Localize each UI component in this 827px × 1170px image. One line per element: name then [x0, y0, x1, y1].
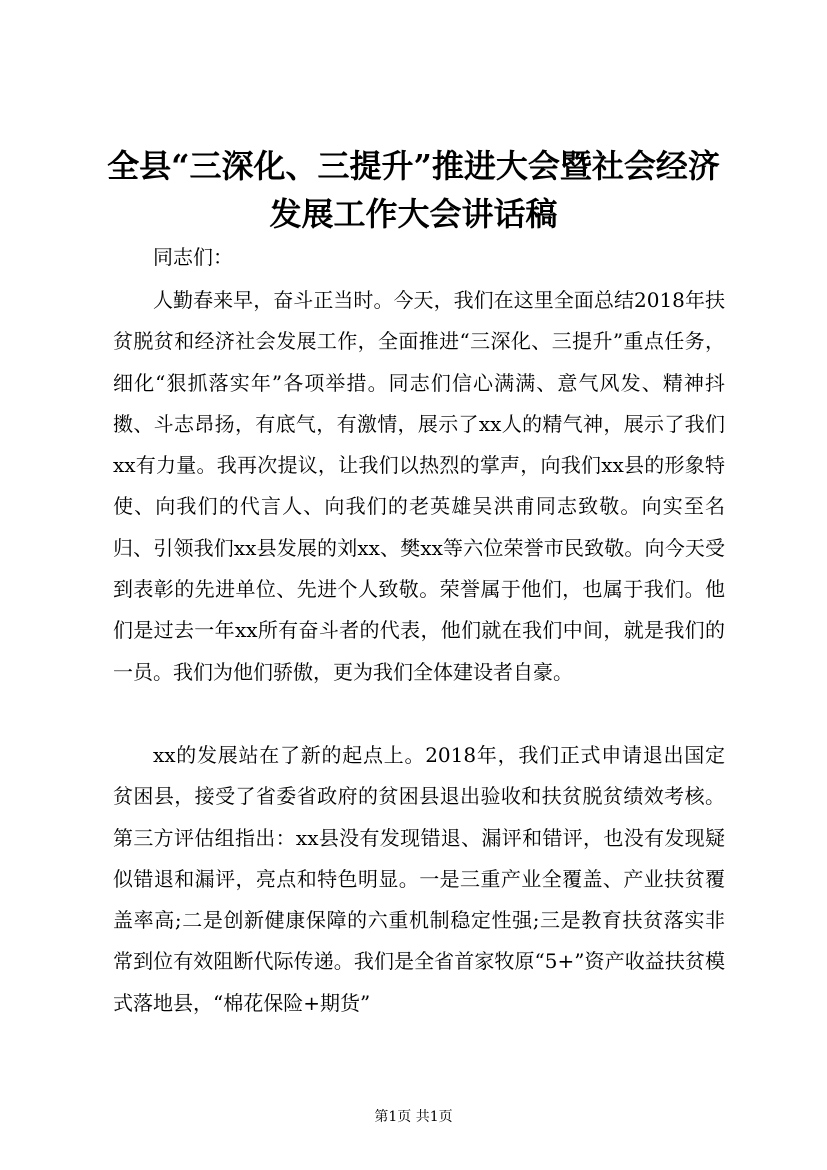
- title-line-1: 全县“三深化、三提升”推进大会暨社会经济: [107, 147, 720, 185]
- paragraph-2: xx的发展站在了新的起点上。2018年，我们正式申请退出国定贫困县，接受了省委省政府的贫困县退出验收和扶贫脱贫绩效考核。第三方评估组指出：xx县没有发现错退、漏评和错评，也没有发现疑似错退和漏评，亮点和特色明显。一是三重产业全覆盖、产业扶贫覆盖率高;二是创新健康保障的六重机制稳定性强;三是教育扶贫落实非常到位有效阻断代际传递。我们是全省首家牧原“5+”资产收益扶贫模式落地县，“棉花保险+期货”: [113, 743, 725, 1015]
- document-title: [60, 142, 767, 238]
- page-footer: 第1页 共1页: [374, 1109, 453, 1125]
- salutation: [113, 237, 725, 278]
- salutation-text: 同志们：: [153, 245, 233, 269]
- paragraph-1: 人勤春来早，奋斗正当时。今天，我们在这里全面总结2018年扶贫脱贫和经济社会发展工作，全面推进“三深化、三提升”重点任务，细化“狠抓落实年”各项举措。同志们信心满满、意气风发、精神抖擞、斗志昂扬，有底气，有激情，展示了xx人的精气神，展示了我们xx有力量。我再次提议，让我们以热烈的掌声，向我们xx县的形象特使、向我们的代言人、向我们的老英雄吴洪甫同志致敬。向实至名归、引领我们xx县发展的刘xx、樊xx等六位荣誉市民致敬。向今天受到表彰的先进单位、先进个人致敬。荣誉属于他们，也属于我们。他们是过去一年xx所有奋斗者的代表，他们就在我们中间，就是我们的一员。我们为他们骄傲，更为我们全体建设者自豪。: [113, 288, 725, 684]
- title-line-2: 发展工作大会讲话稿: [269, 195, 558, 233]
